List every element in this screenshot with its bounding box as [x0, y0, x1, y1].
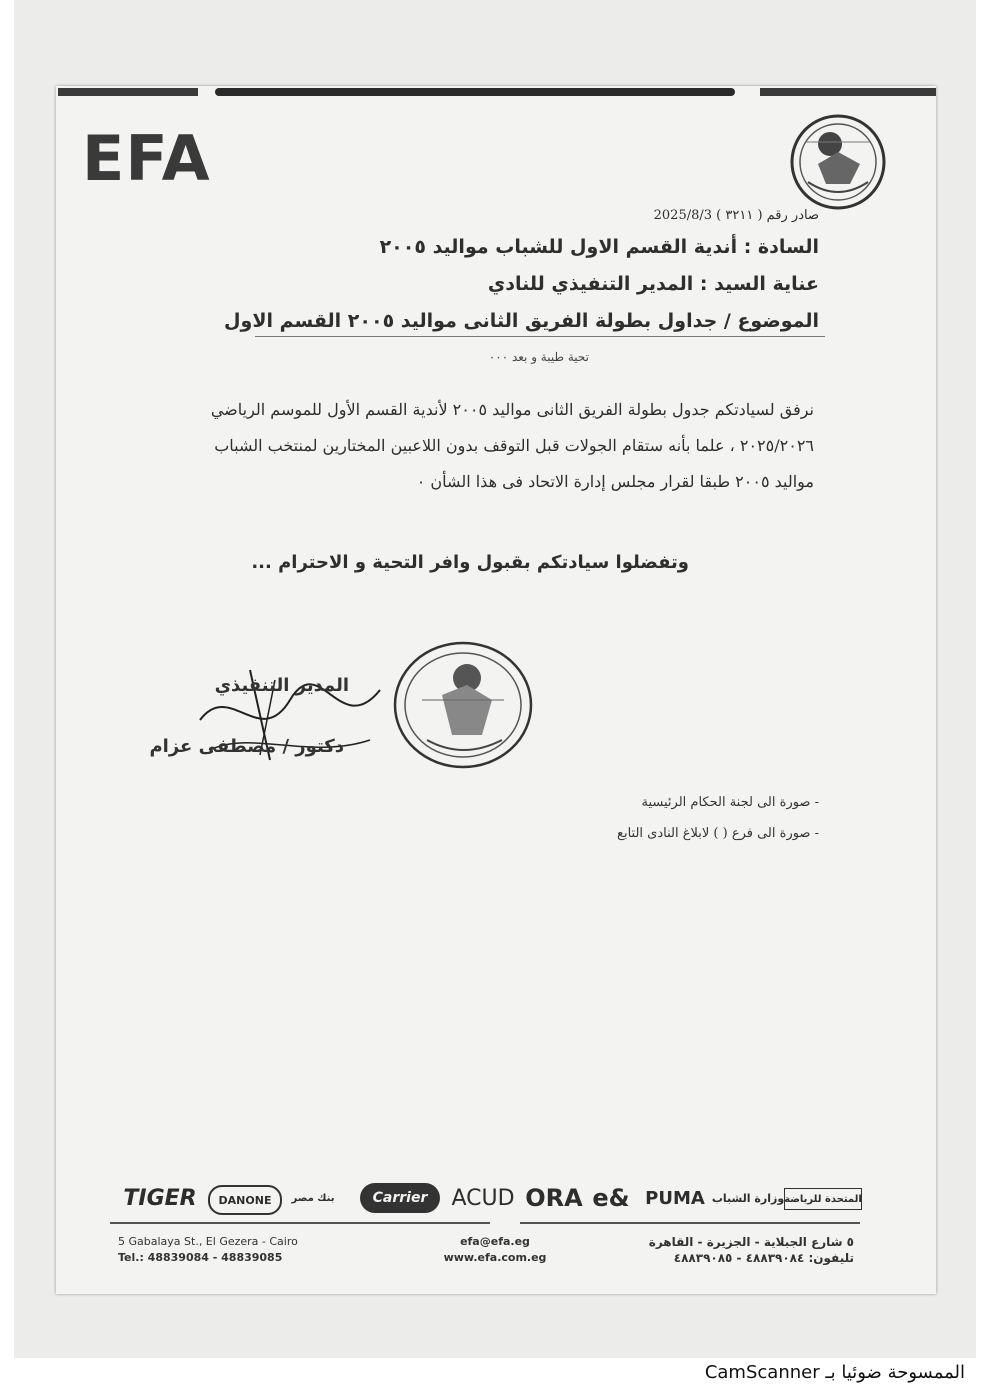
header-bar-center [215, 88, 735, 96]
sponsor-logo-acud: ACUD [451, 1185, 515, 1211]
signatory-title: المدير التنفيذي [214, 675, 349, 696]
sponsor-strip [120, 1178, 860, 1218]
sponsor-logo-puma: PUMA [645, 1187, 705, 1209]
letter-body: نرفق لسيادتكم جدول بطولة الفريق الثانى مواليد ٢٠٠٥ لأندية القسم الأول للموسم الرياضي ٢٠٢٥/٢٠٢٦ ، علما بأنه ستقام الجولات قبل التوقف بدون اللاعبين المختارين لمنتخب الشباب مواليد ٢٠٠٥ طبقا لقرار مجلس إدارة الاتحاد فى هذا الشأن ٠ [210, 400, 814, 491]
footer-phone-en: Tel.: 48839084 - 48839085 [118, 1251, 283, 1264]
copy-line: - صورة الى فرع ( ) لابلاغ النادى التابع [617, 826, 819, 841]
subject-line: الموضوع / جداول بطولة الفريق الثانى مواليد ٢٠٠٥ القسم الاول [224, 310, 819, 332]
footer-address-en-line: 5 Gabalaya St., El Gezera - Cairo [118, 1235, 298, 1248]
reference-number: صادر رقم ( ٣٢١١ ) 2025/8/3 [653, 208, 819, 223]
footer-address-ar-line: ٥ شارع الجبلاية - الجزيرة - القاهرة [648, 1235, 854, 1249]
copy-line: - صورة الى لجنة الحكام الرئيسية [641, 795, 819, 810]
sponsor-logo-united-sports: المتحدة للرياضة [784, 1188, 862, 1210]
footer-phone-ar: تليفون: ٤٨٨٣٩٠٨٤ - ٤٨٨٣٩٠٨٥ [673, 1251, 854, 1265]
header-bar-right [760, 88, 936, 96]
sponsor-logo-danone: DANONE [208, 1185, 282, 1215]
subject-underline [255, 336, 825, 337]
efa-logo: EFA [82, 122, 211, 195]
sponsor-logo-ministry: وزارة الشباب [711, 1191, 785, 1205]
closing-line: وتفضلوا سيادتكم بقبول وافر التحية و الاحترام ... [251, 552, 689, 573]
footer-contact [430, 1234, 560, 1266]
footer-website: www.efa.com.eg [443, 1251, 547, 1264]
footer-address-ar [649, 1234, 854, 1266]
attention-line: عناية السيد : المدير التنفيذي للنادي [487, 273, 819, 295]
footer-email: efa@efa.eg [460, 1235, 530, 1248]
sponsor-logo-ora: ORA [525, 1184, 583, 1212]
sponsor-logo-tiger: TIGER [123, 1185, 197, 1211]
scanner-caption: الممسوحة ضوئيا بـ CamScanner [704, 1362, 965, 1383]
footer-address-en [118, 1234, 298, 1266]
footer-divider-right [520, 1222, 860, 1224]
sponsor-logo-banque-misr: بنك مصر [291, 1192, 335, 1204]
footer-divider-left [110, 1222, 490, 1224]
sponsor-logo-carrier: Carrier [360, 1183, 440, 1213]
official-seal-icon [392, 640, 534, 770]
header-bar-left [58, 88, 198, 96]
efa-crest-icon [788, 112, 888, 212]
signatory-name: دكتور / مصطفى عزام [149, 736, 344, 757]
greeting: تحية طيبة و بعد ٠٠٠ [488, 350, 589, 364]
addressee-line: السادة : أندية القسم الاول للشباب مواليد ٢٠٠٥ [379, 236, 819, 258]
sponsor-logo-eand: e& [592, 1184, 630, 1212]
